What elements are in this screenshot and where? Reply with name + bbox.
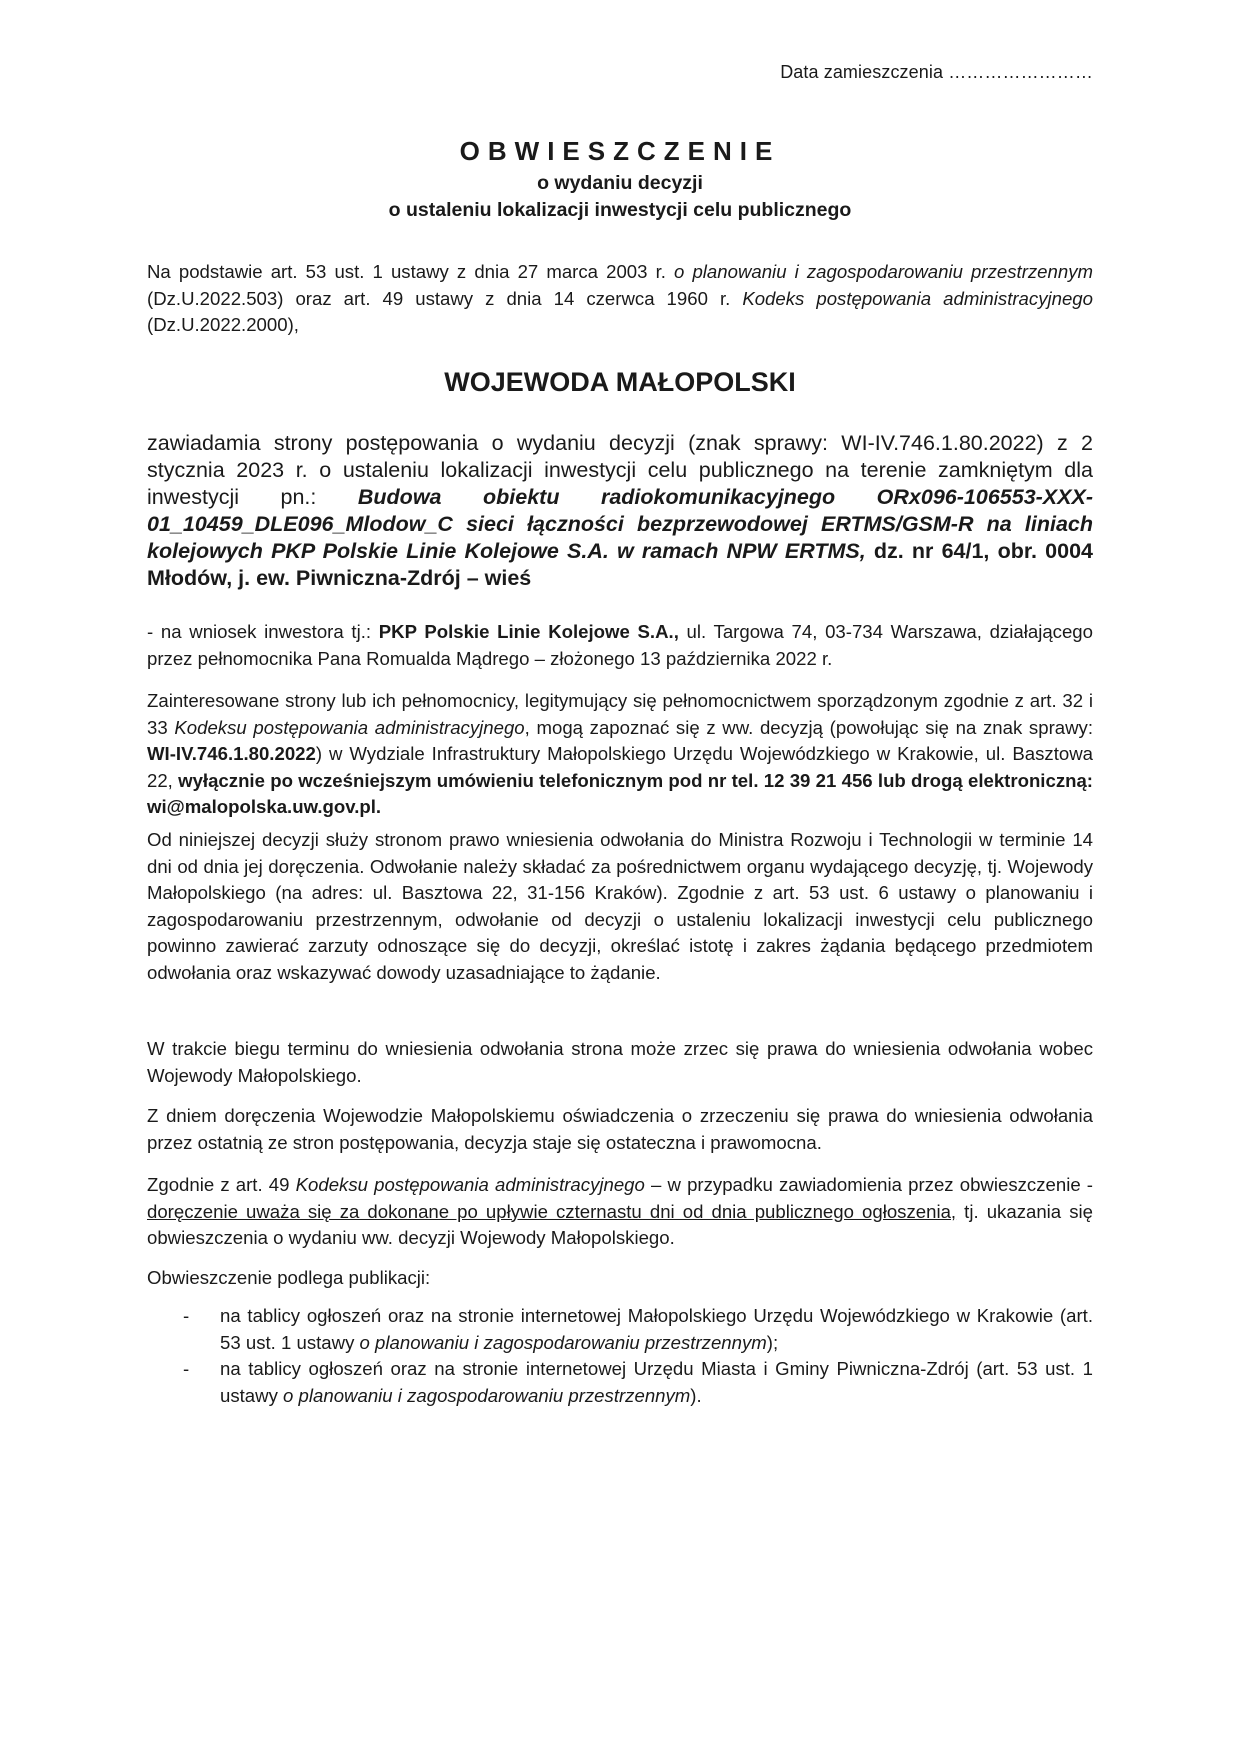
text: - na wniosek inwestora tj.: — [147, 621, 379, 642]
text: (Dz.U.2022.2000), — [147, 314, 299, 335]
investment-location: dz. nr 64/1, obr. 0004 Młodów, j. ew. Piwniczna-Zdrój – wieś — [147, 539, 1093, 590]
document-subtitle-2: o ustaleniu lokalizacji inwestycji celu publicznego — [388, 199, 852, 221]
date-placeholder: …………………… — [948, 62, 1093, 82]
applicant-paragraph — [147, 619, 1093, 672]
publication-list — [147, 1303, 1093, 1409]
appeal-paragraph: Od niniejszej decyzji służy stronom prawo wniesienia odwołania do Ministra Rozwoju i Technologii w terminie 14 dni od dnia jej doręczenia. Odwołanie należy składać za pośrednictwem organu wydającego decyzję, tj. Wojewody Małopolskiego (na adres: ul. Basztowa 22, 31-156 Kraków). Zgodnie z art. 53 ust. 6 ustawy o planowaniu i zagospodarowaniu przestrzennym, odwołanie od decyzji o ustaleniu lokalizacji inwestycji celu publicznego powinno zawierać zarzuty odnoszące się do decyzji, określać istotę i zakres żądania będącego przedmiotem odwołania oraz wskazywać dowody uzasadniające to żądanie. — [147, 829, 1093, 983]
publication-item — [147, 1356, 1093, 1409]
text: Zgodnie z art. 49 — [147, 1174, 296, 1195]
text: – w przypadku zawiadomienia przez obwieszczenie - — [644, 1174, 1093, 1195]
investment-name: Budowa obiektu radiokomunikacyjnego ORx096-106553-XXX-01_10459_DLE096_Mlodow_C sieci łączności bezprzewodowej ERTMS/GSM-R na liniach kolejowych PKP Polskie Linie Kolejowe S.A. w ramach NPW ERTMS, — [147, 485, 1093, 563]
text: na tablicy ogłoszeń oraz na stronie internetowej Urzędu Miasta i Gminy Piwniczna-Zdrój (art. 53 ust. 1 ustawy — [220, 1358, 1093, 1406]
text: (Dz.U.2022.503) oraz art. 49 ustawy z dnia 14 czerwca 1960 r. — [147, 287, 743, 309]
publication-item — [147, 1303, 1093, 1356]
text: na tablicy ogłoszeń oraz na stronie internetowej Małopolskiego Urzędu Wojewódzkiego w Krakowie (art. 53 ust. 1 ustawy — [220, 1305, 1093, 1353]
document-title: OBWIESZCZENIE — [459, 136, 781, 166]
text: ul. Targowa 74, 03-734 Warszawa, działającego przez pełnomocnika Pana Romualda Mądrego – złożonego 13 października 2022 r. — [147, 621, 1093, 669]
authority-heading: WOJEWODA MAŁOPOLSKI — [444, 367, 796, 397]
act-title: Kodeks postępowania administracyjnego — [742, 287, 1093, 309]
publication-date-line — [780, 62, 1093, 83]
act-title: o planowaniu i zagospodarowaniu przestrzennym — [283, 1384, 691, 1406]
finality-paragraph: Z dniem doręczenia Wojewodzie Małopolskiemu oświadczenia o zrzeczeniu się prawa do wniesienia odwołania przez ostatnią ze stron postępowania, decyzja staje się ostateczna i prawomocna. — [147, 1105, 1093, 1153]
delivery-rule-underlined: doręczenie uważa się za dokonane po upływie czternastu dni od dnia publicznego ogłoszenia, — [147, 1200, 957, 1222]
text: , mogą zapoznać się z ww. decyzją (powołując się na znak sprawy: — [524, 716, 1093, 738]
dash-bullet-icon: - — [183, 1305, 190, 1326]
case-number: WI-IV.746.1.80.2022 — [147, 743, 316, 764]
act-title: Kodeksu postępowania administracyjnego — [174, 716, 525, 738]
investor-name: PKP Polskie Linie Kolejowe S.A., — [378, 621, 679, 642]
contact-info: wyłącznie po wcześniejszym umówieniu telefonicznym pod nr tel. 12 39 21 456 lub drogą elektroniczną: wi@malopolska.uw.gov.pl. — [147, 769, 1094, 817]
text: ); — [766, 1331, 779, 1353]
parties-paragraph — [147, 688, 1093, 821]
dash-bullet-icon: - — [183, 1358, 190, 1379]
act-title: o planowaniu i zagospodarowaniu przestrzennym — [359, 1331, 767, 1353]
text: ). — [690, 1384, 702, 1406]
date-label: Data zamieszczenia — [780, 62, 944, 82]
text: Na podstawie art. 53 ust. 1 ustawy z dnia 27 marca 2003 r. — [147, 261, 675, 282]
act-title: Kodeksu postępowania administracyjnego — [295, 1174, 645, 1195]
text: tj. ukazania się obwieszczenia o wydaniu ww. decyzji Wojewody Małopolskiego. — [147, 1200, 1093, 1248]
text: zawiadamia strony postępowania o wydaniu decyzji (znak sprawy: WI-IV.746.1.80.2022) z 2 stycznia 2023 r. o ustaleniu lokalizacji inwestycji celu publicznego na terenie zamkniętym dla inwestycji pn.: — [147, 431, 1093, 509]
waiver-paragraph: W trakcie biegu terminu do wniesienia odwołania strona może zrzec się prawa do wniesienia odwołania wobec Wojewody Małopolskiego. — [147, 1038, 1093, 1086]
publication-intro: Obwieszczenie podlega publikacji: — [147, 1267, 431, 1288]
notice-paragraph — [147, 430, 1093, 592]
text: Zainteresowane strony lub ich pełnomocnicy, legitymujący się pełnomocnictwem sporządzonym zgodnie z art. 32 i 33 — [147, 690, 1093, 738]
delivery-paragraph — [147, 1172, 1093, 1252]
text: ) w Wydziale Infrastruktury Małopolskiego Urzędu Wojewódzkiego w Krakowie, ul. Basztowa 22, — [147, 743, 1093, 791]
document-subtitle-1: o wydaniu decyzji — [537, 172, 703, 194]
legal-basis-paragraph — [147, 259, 1093, 339]
act-title: o planowaniu i zagospodarowaniu przestrzennym — [674, 261, 1093, 282]
